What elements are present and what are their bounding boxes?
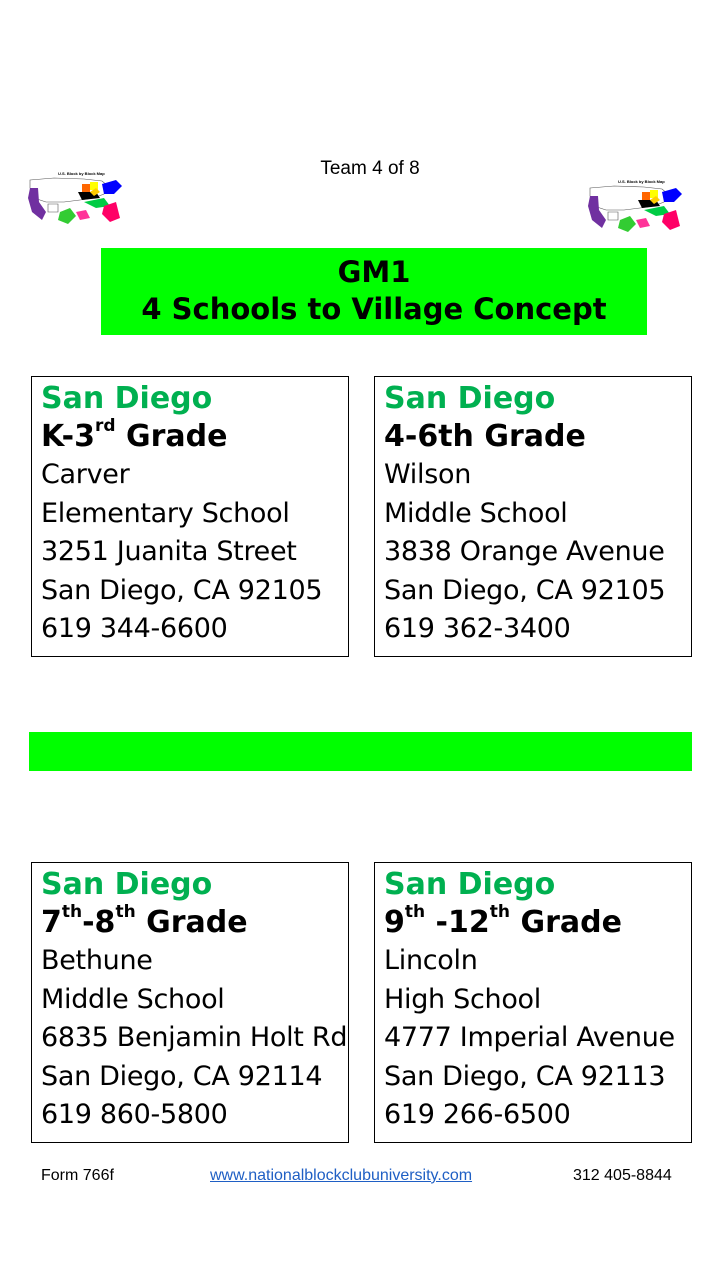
- card-grade: 9th -12th Grade: [384, 902, 622, 940]
- card-city: San Diego: [384, 867, 556, 902]
- card-school-type: Middle School: [41, 983, 225, 1015]
- banner-title: GM1: [337, 255, 411, 289]
- school-card-carver: [31, 376, 349, 657]
- card-city: San Diego: [41, 867, 213, 902]
- school-card-bethune: [31, 862, 349, 1143]
- team-label: Team 4 of 8: [320, 158, 420, 179]
- card-school-type: Elementary School: [41, 497, 290, 529]
- form-number: Form 766f: [41, 1167, 114, 1184]
- card-school-type: High School: [384, 983, 541, 1015]
- card-phone: 619 860-5800: [41, 1099, 228, 1130]
- card-citystate: San Diego, CA 92114: [41, 1060, 323, 1092]
- green-divider-bar: [29, 732, 692, 771]
- card-school-name: Carver: [41, 459, 130, 490]
- card-citystate: San Diego, CA 92105: [41, 574, 323, 606]
- us-map-logo-right: [584, 176, 692, 240]
- banner-subtitle: 4 Schools to Village Concept: [141, 292, 607, 326]
- card-school-name: Bethune: [41, 945, 153, 976]
- map-caption: U.S. Block by Block Map: [58, 171, 105, 176]
- card-grade: 4-6th Grade: [384, 419, 586, 454]
- us-map-logo-left: [24, 168, 132, 232]
- card-phone: 619 266-6500: [384, 1099, 571, 1130]
- card-city: San Diego: [384, 381, 556, 416]
- website-link[interactable]: www.nationalblockclubuniversity.com: [210, 1167, 473, 1184]
- card-street: 4777 Imperial Avenue: [384, 1022, 675, 1053]
- school-card-wilson: [374, 376, 692, 657]
- card-phone: 619 362-3400: [384, 613, 571, 644]
- card-phone: 619 344-6600: [41, 613, 228, 644]
- title-banner: [101, 248, 647, 335]
- card-street: 3838 Orange Avenue: [384, 536, 665, 567]
- card-school-type: Middle School: [384, 497, 568, 529]
- card-school-name: Lincoln: [384, 945, 478, 976]
- school-card-lincoln: [374, 862, 692, 1143]
- card-school-name: Wilson: [384, 459, 472, 490]
- footer-phone: 312 405-8844: [573, 1167, 672, 1184]
- card-street: 6835 Benjamin Holt Rd: [41, 1022, 348, 1053]
- card-grade: 7th-8th Grade: [41, 902, 248, 940]
- card-citystate: San Diego, CA 92105: [384, 574, 666, 606]
- map-caption: U.S. Block by Block Map: [618, 179, 665, 184]
- card-city: San Diego: [41, 381, 213, 416]
- card-grade: K-3rd Grade: [41, 416, 228, 454]
- card-street: 3251 Juanita Street: [41, 536, 297, 567]
- card-citystate: San Diego, CA 92113: [384, 1060, 666, 1092]
